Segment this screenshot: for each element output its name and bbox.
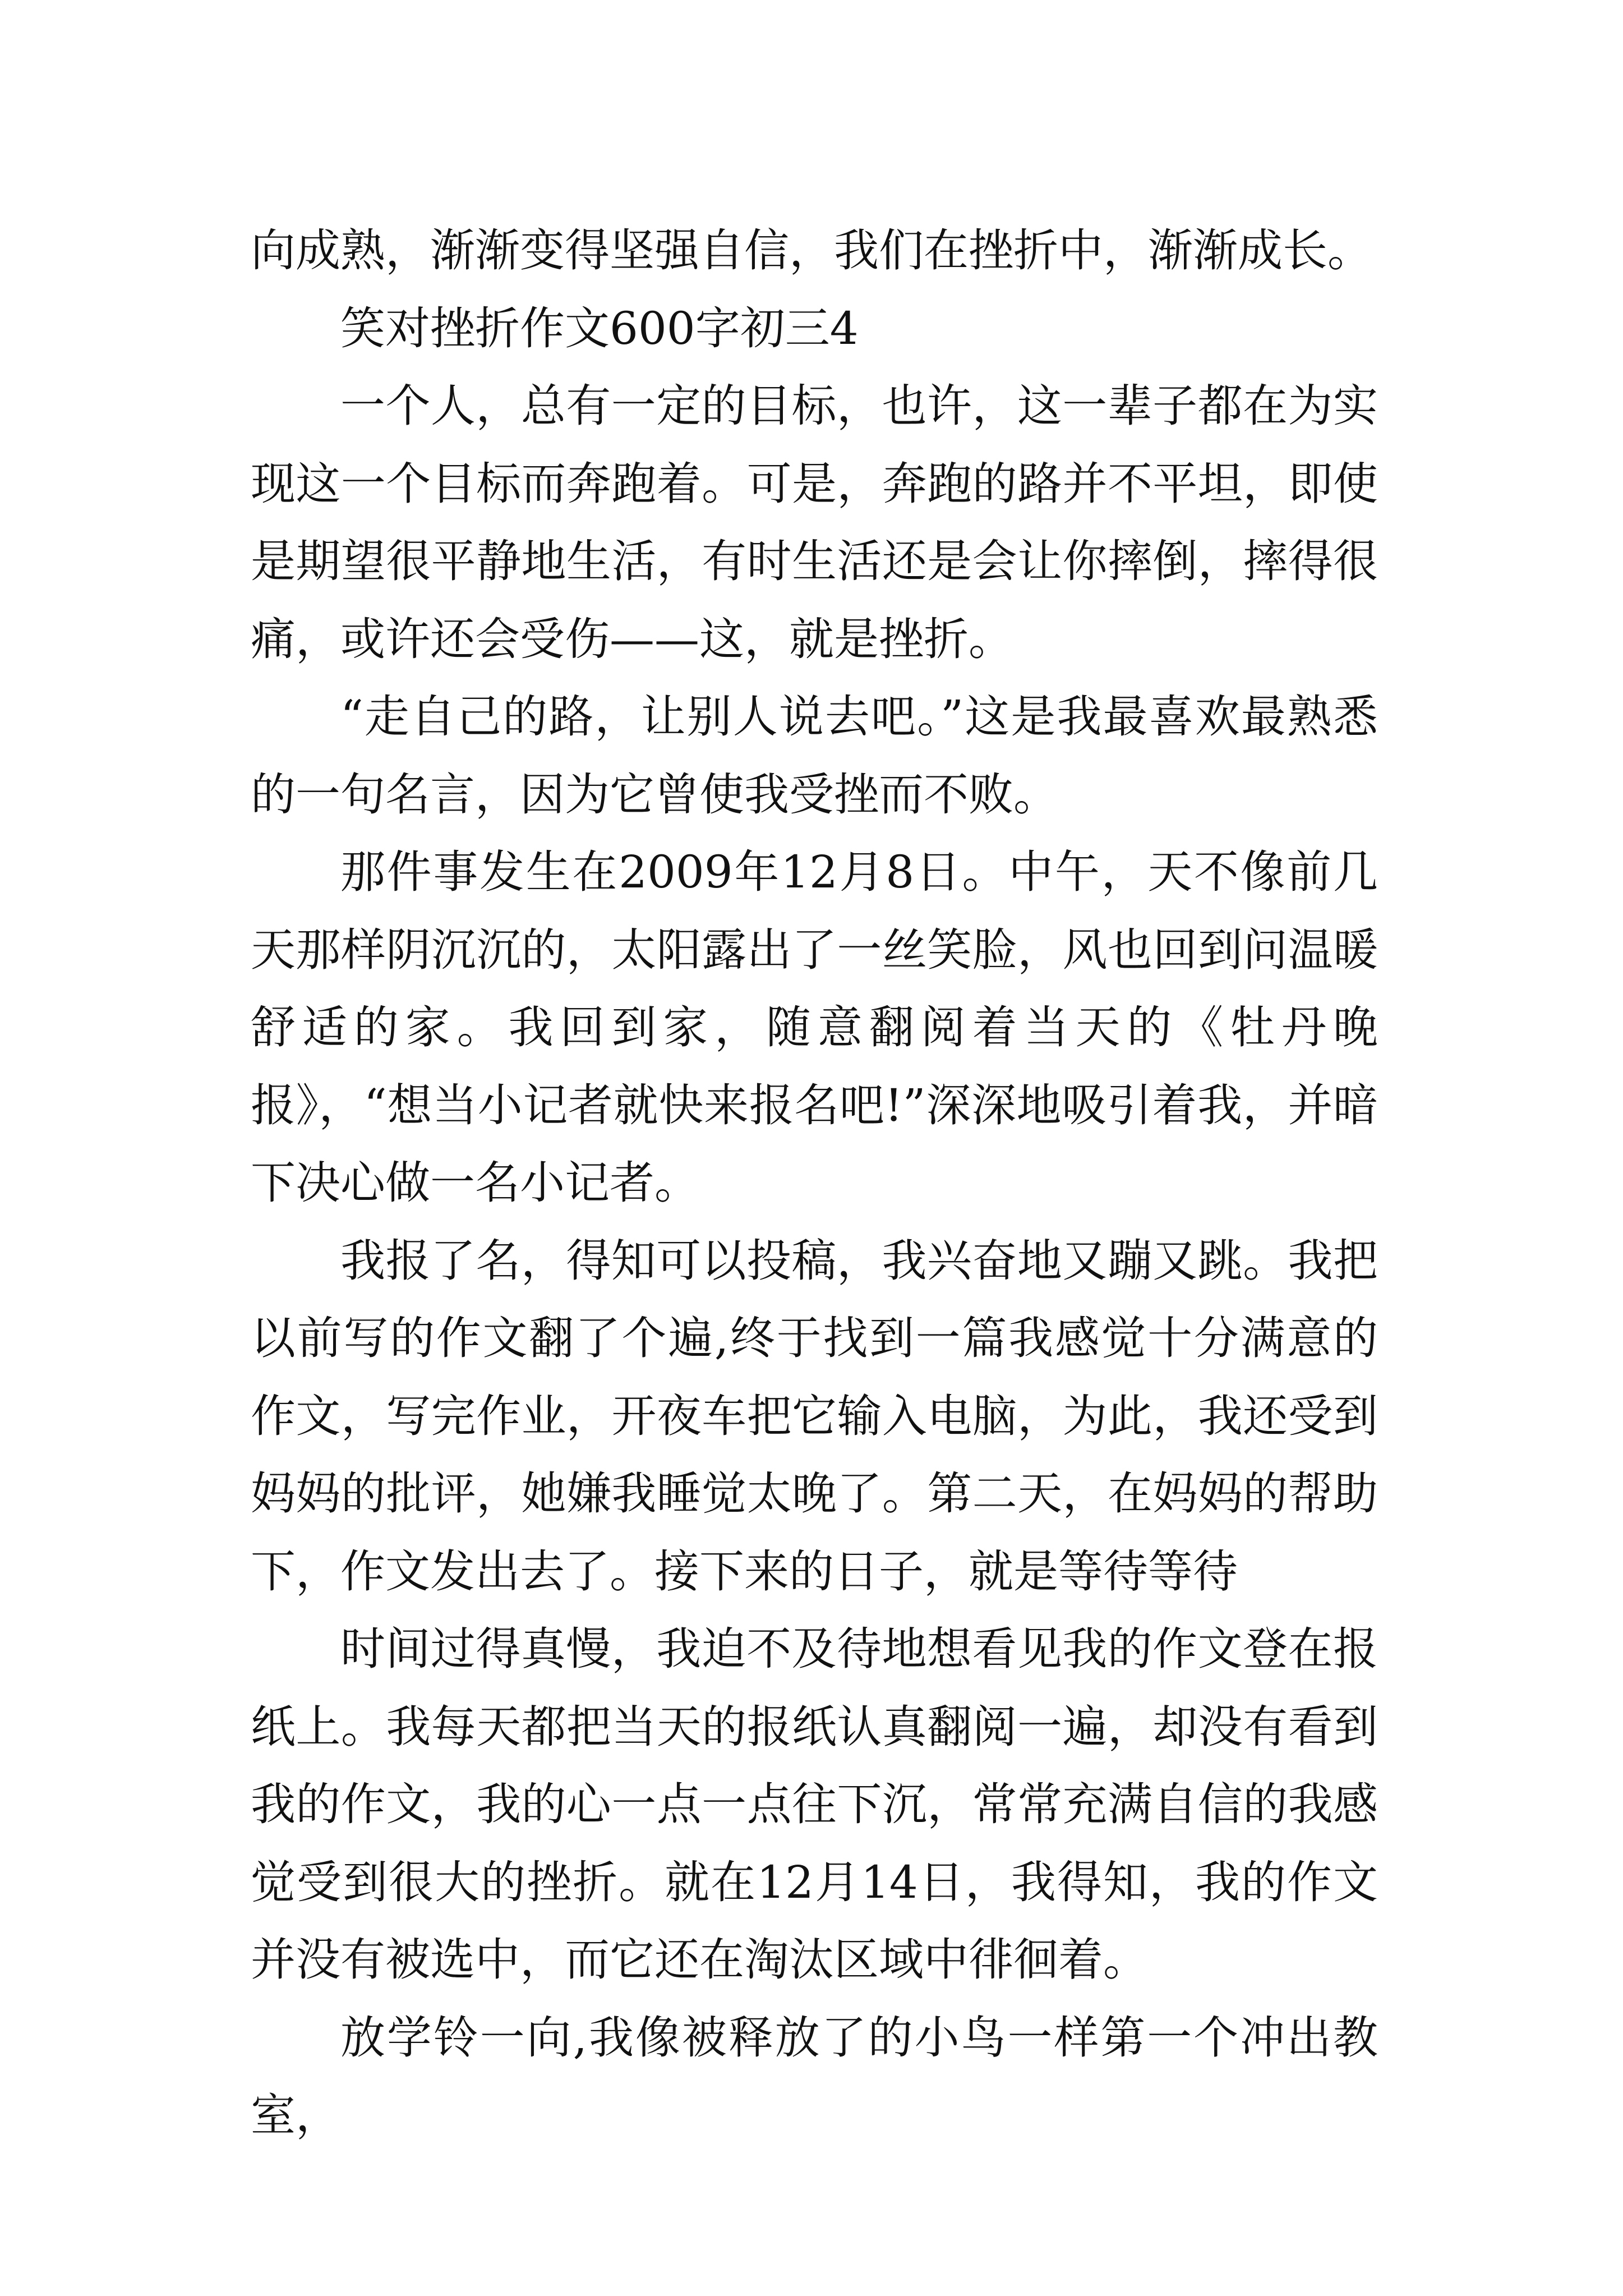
paragraph: 时间过得真慢，我迫不及待地想看见我的作文登在报纸上。我每天都把当天的报纸认真翻阅一遍，却没有看到我的作文，我的心一点一点往下沉，常常充满自信的我感觉受到很大的挫折。就在12月14日，我得知，我的作文并没有被选中，而它还在淘汰区域中徘徊着。 <box>251 1623 1378 1986</box>
section-heading: 笑对挫折作文600字初三4 <box>340 302 859 355</box>
paragraph: “走自己的路，让别人说去吧。”这是我最喜欢最熟悉的一句名言，因为它曾使我受挫而不败。 <box>251 691 1378 821</box>
paragraph: 一个人，总有一定的目标，也许，这一辈子都在为实现这一个目标而奔跑着。可是，奔跑的路并不平坦，即使是期望很平静地生活，有时生活还是会让你摔倒，摔得很痛，或许还会受伤——这，就是挫折。 <box>251 380 1378 665</box>
document-body <box>251 212 1378 2155</box>
paragraph: 放学铃一向,我像被释放了的小鸟一样第一个冲出教室， <box>251 2011 1378 2141</box>
paragraph-continuation: 向成熟，渐渐变得坚强自信，我们在挫折中，渐渐成长。 <box>251 224 1372 277</box>
paragraph: 我报了名，得知可以投稿，我兴奋地又蹦又跳。我把以前写的作文翻了个遍,终于找到一篇我感觉十分满意的作文，写完作业，开夜车把它输入电脑，为此，我还受到妈妈的批评，她嫌我睡觉太晚了。第二天，在妈妈的帮助下，作文发出去了。接下来的日子，就是等待等待 <box>251 1234 1378 1598</box>
paragraph: 那件事发生在2009年12月8日。中午，天不像前几天那样阴沉沉的，太阳露出了一丝笑脸，风也回到问温暖舒适的家。我回到家，随意翻阅着当天的《牡丹晚报》，“想当小记者就快来报名吧!”深深地吸引着我，并暗下决心做一名小记者。 <box>251 846 1378 1209</box>
